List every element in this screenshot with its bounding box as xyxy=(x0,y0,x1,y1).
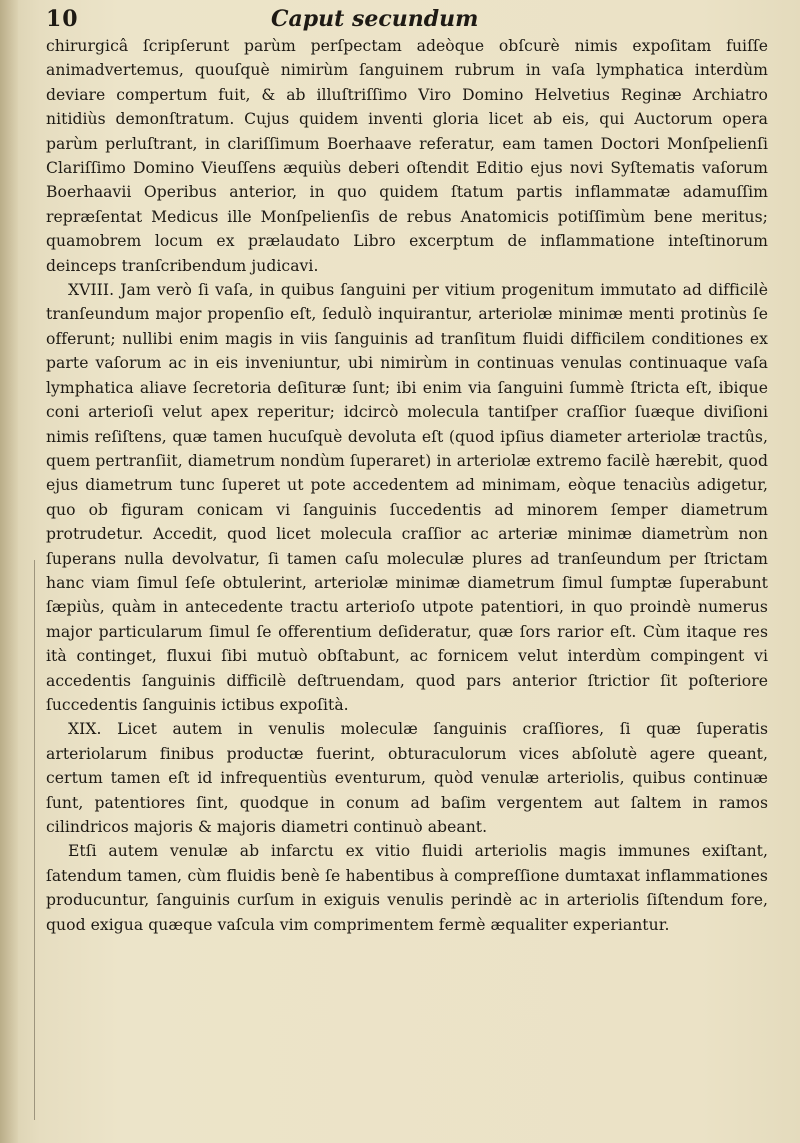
running-head: Caput secundum xyxy=(271,6,479,32)
page-header xyxy=(46,6,746,34)
paragraph-section-xviii: XVIII. Jam verò ſi vaſa, in quibus ſanguini per vitium progenitum immutato ad difficilè tranſeundum major propenſio eſt, ſedulò inquirantur, arteriolæ minimæ menti protinùs ſe offerunt; nullibi enim magis in viis ſanguinis ad tranſitum fluidi difficilem conditiones ex parte vaſorum ac in eis inveniuntur, ubi nimirùm in continuas venulas continuaque vaſa lymphatica aliave ſecretoria deſituræ ſunt; ibi enim via ſanguini ſummè ſtricta eſt, ibique coni arterioſi velut apex reperitur; idcircò molecula tantiſper craſſior ſuæque diviſioni nimis reſiſtens, quæ tamen hucuſquè devoluta eſt (quod ipſius diameter arteriolæ tractûs, quem pertranſiit, diametrum nondùm ſuperaret) in arteriolæ extremo facilè hærebit, quod ejus diametrum tunc ſuperet ut pote accedentem ad minimam, eòque tenaciùs adigetur, quo ob figuram conicam vi ſanguinis ſuccedentis ad minorem ſemper diametrum protrudetur. Accedit, quod licet molecula craſſior ac arteriæ minimæ diametrùm non ſuperans nulla devolvatur, ſi tamen caſu moleculæ plures ad tranſeundum per ſtrictam hanc viam ſimul ſeſe obtulerint, arteriolæ minimæ diametrum ſimul ſumptæ ſuperabunt ſæpiùs, quàm in antecedente tractu arterioſo utpote patentiori, in quo proindè numerus major particularum ſimul ſe offerentium deſideratur, quæ ſors rarior eſt. Cùm itaque res ità continget, fluxui ſibi mutuò obſtabunt, ac fornicem velut interdùm compingent vi accedentis ſanguinis difficilè deſtruendam, quod pars anterior ſtrictior ſit poſteriore ſuccedentis ſanguinis ictibus expoſità. xyxy=(46,281,768,714)
page-gutter-edge xyxy=(0,0,18,1143)
paragraph: Etſi autem venulæ ab infarctu ex vitio fluidi arteriolis magis immunes exiſtant, ſatendum tamen, cùm fluidis benè ſe habentibus à compreſſione dumtaxat inflammationes producuntur, ſanguinis curſum in exiguis venulis perindè ac in arteriolis ſiſtendum fore, quod exigua quæque vaſcula vim comprimentem fermè æqualiter experiantur. xyxy=(46,842,768,934)
body-text xyxy=(46,34,768,937)
paragraph: chirurgicâ ſcripſerunt parùm perſpectam adeòque obſcurè nimis expoſitam fuiſſe animadvertemus, quouſquè nimirùm ſanguinem rubrum in vaſa lymphatica interdùm deviare compertum fuit, & ab illuſtriſſimo Viro Domino Helvetius Reginæ Archiatro nitidiùs demonſtratum. Cujus quidem inventi gloria licet ab eis, qui Auctorum opera parùm perluſtrant, in clariſſimum Boerhaave referatur, eam tamen Doctori Monſpelienſi Clariſſimo Domino Vieuſſens æquiùs deberi oſtendit Editio ejus novi Syſtematis vaſorum Boerhaavii Operibus anterior, in quo quidem ſtatum partis inflammatæ adamuſſim repræſentat Medicus ille Monſpelienſis de rebus Anatomicis potiſſimùm bene meritus; quamobrem locum ex prælaudato Libro excerptum de inflammatione inteſtinorum deinceps tranſcribendum judicavi. xyxy=(46,37,768,275)
paragraph-section-xix: XIX. Licet autem in venulis moleculæ ſanguinis craſſiores, ſi quæ ſuperatis arteriolarum finibus productæ fuerint, obturaculorum vices abſolutè agere queant, certum tamen eſt id infrequentiùs eventurum, quòd venulæ arteriolis, quibus continuæ ſunt, patentiores ſint, quodque in conum ad baſim vergentem aut ſaltem in ramos cilindricos majoris & majoris diametri continuò abeant. xyxy=(46,720,768,836)
page-number: 10 xyxy=(46,6,79,32)
margin-rule xyxy=(34,560,35,1120)
